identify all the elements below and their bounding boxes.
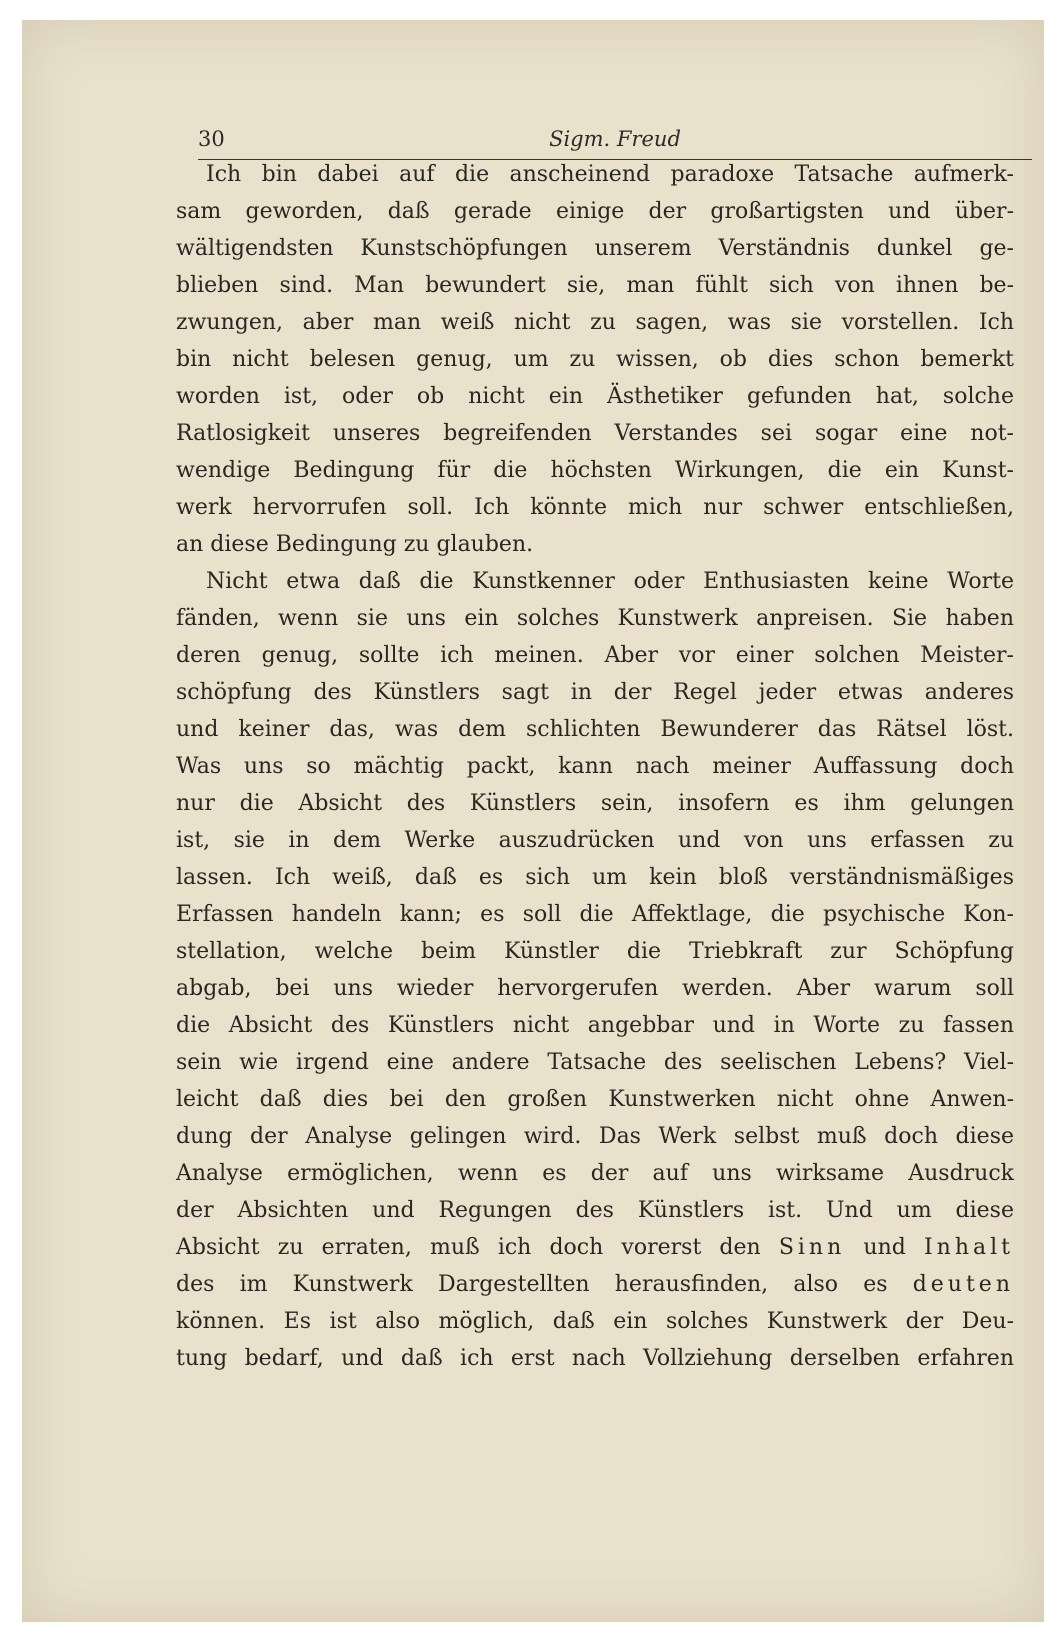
text-line: lassen. Ich weiß, daß es sich um kein bloß verständnismäßiges	[176, 865, 1014, 890]
text-line	[176, 1266, 1014, 1303]
text-line: bin nicht belesen genug, um zu wissen, ob dies schon bemerkt	[176, 347, 1014, 372]
text-line: die Absicht des Künstlers nicht angebbar und in Worte zu fassen	[176, 1013, 1014, 1038]
text-line: ist, sie in dem Werke auszudrücken und von uns erfassen zu	[176, 828, 1014, 853]
page-number: 30	[198, 127, 225, 151]
text-line: deren genug, sollte ich meinen. Aber vor einer solchen Meister-	[176, 643, 1014, 668]
text-line: werk hervorrufen soll. Ich könnte mich nur schwer entschließen,	[176, 495, 1014, 520]
text-line: Analyse ermöglichen, wenn es der auf uns wirksame Ausdruck	[176, 1161, 1014, 1186]
text-line: Ratlosigkeit unseres begreifenden Verstandes sei sogar eine not-	[176, 421, 1014, 446]
text-line: sein wie irgend eine andere Tatsache des seelischen Lebens? Viel-	[176, 1050, 1014, 1075]
text-line: Was uns so mächtig packt, kann nach meiner Auffassung doch	[176, 754, 1014, 779]
text-line: schöpfung des Künstlers sagt in der Regel jeder etwas anderes	[176, 680, 1014, 705]
text-line: zwungen, aber man weiß nicht zu sagen, was sie vorstellen. Ich	[176, 310, 1014, 335]
text-line: wendige Bedingung für die höchsten Wirkungen, die ein Kunst-	[176, 458, 1014, 483]
text-line: blieben sind. Man bewundert sie, man fühlt sich von ihnen be-	[176, 273, 1014, 298]
text-line: abgab, bei uns wieder hervorgerufen werden. Aber warum soll	[176, 976, 1014, 1001]
text-line: Erfassen handeln kann; es soll die Affektlage, die psychische Kon-	[176, 902, 1014, 927]
text-line: dung der Analyse gelingen wird. Das Werk selbst muß doch diese	[176, 1124, 1014, 1149]
text-line: der Absichten und Regungen des Künstlers ist. Und um diese	[176, 1198, 1014, 1223]
running-head: Sigm. Freud	[549, 127, 681, 151]
text-run: des im Kunstwerk Dargestellten herausfinden, also es	[176, 1272, 913, 1297]
text-line: sam geworden, daß gerade einige der großartigsten und über-	[176, 199, 1014, 224]
text-line: tung bedarf, und daß ich erst nach Vollziehung derselben erfahren	[176, 1346, 1014, 1371]
text-line: an diese Bedingung zu glauben.	[176, 532, 534, 557]
text-line: leicht daß dies bei den großen Kunstwerken nicht ohne Anwen-	[176, 1087, 1014, 1112]
text-line	[176, 1229, 1014, 1266]
text-line: nur die Absicht des Künstlers sein, insofern es ihm gelungen	[176, 791, 1014, 816]
text-line: wältigendsten Kunstschöpfungen unserem Verständnis dunkel ge-	[176, 236, 1014, 261]
text-line: Ich bin dabei auf die anscheinend paradoxe Tatsache aufmerk-	[206, 162, 1014, 187]
spaced-emphasis: Sinn	[778, 1235, 846, 1260]
body-text	[176, 156, 1014, 1377]
text-line: können. Es ist also möglich, daß ein solches Kunstwerk der Deu-	[176, 1309, 1014, 1334]
text-line: und keiner das, was dem schlichten Bewunderer das Rätsel löst.	[176, 717, 1014, 742]
text-line: Nicht etwa daß die Kunstkenner oder Enthusiasten keine Worte	[206, 569, 1014, 594]
spaced-emphasis: deuten	[912, 1272, 1014, 1297]
text-run: Absicht zu erraten, muß ich doch vorerst den	[176, 1235, 779, 1260]
text-line: worden ist, oder ob nicht ein Ästhetiker gefunden hat, solche	[176, 384, 1014, 409]
spaced-emphasis: Inhalt	[923, 1235, 1014, 1260]
text-run: und	[845, 1235, 924, 1260]
text-line: fänden, wenn sie uns ein solches Kunstwerk anpreisen. Sie haben	[176, 606, 1014, 631]
text-line: stellation, welche beim Künstler die Triebkraft zur Schöpfung	[176, 939, 1014, 964]
